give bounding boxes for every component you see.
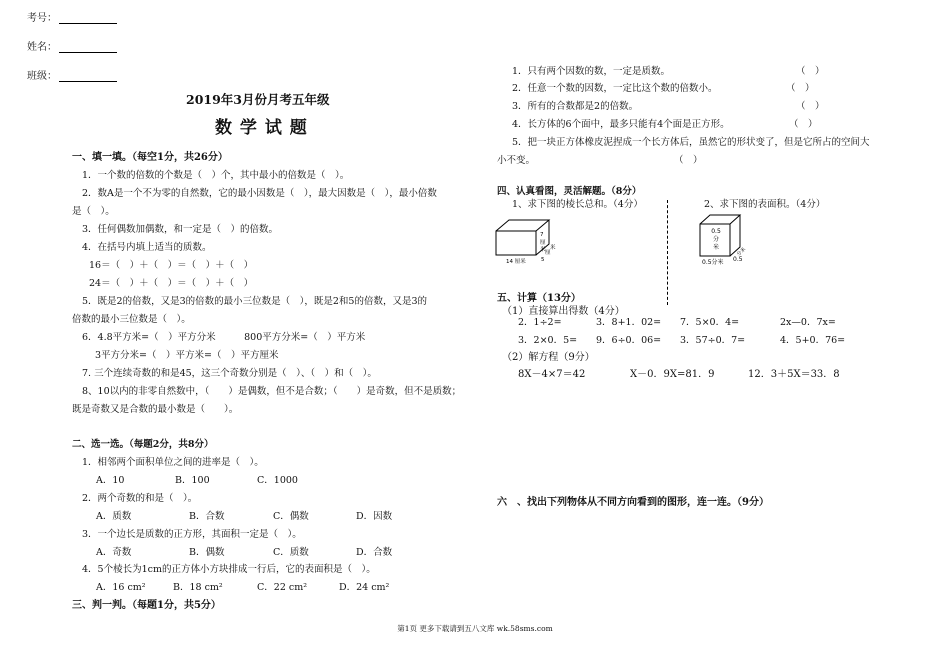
cube-unit-1: 分 — [712, 236, 720, 243]
calc-1-1: 2．1÷2= — [518, 317, 562, 328]
name-blank — [59, 42, 117, 53]
s1-line-14: 既是奇数又是合数的最小数是（ ）。 — [72, 404, 239, 415]
s1-line-8: 5．既是2的倍数，又是3的倍数的最小三位数是（ ），既是2和5的倍数，又是3的 — [82, 296, 428, 307]
section2-heading: 二、选一选。（每题2分，共8分） — [72, 439, 214, 450]
s1-line-12: 7. 三个连续奇数的和是45，这三个奇数分别是（ ）、（ ）和（ ）。 — [82, 368, 377, 379]
s2-q1-opt-c: C．1000 — [257, 475, 298, 486]
cuboid-width-label: 5 — [541, 257, 545, 263]
s5-sub2: （2）解方程（9分） — [502, 352, 595, 363]
section1-heading: 一、填一填。（每空1分，共26分） — [72, 152, 228, 163]
judge-line-3: 3．所有的合数都是2的倍数。 — [512, 101, 639, 112]
s2-q3-opt-d: D．合数 — [356, 547, 393, 558]
section6-heading: 六 、找出下列物体从不同方向看到的图形，连一连。（9分） — [497, 497, 769, 508]
s1-line-4: 3．任何偶数加偶数，和一定是（ ）的倍数。 — [82, 224, 279, 235]
s2-q2-opt-b: B．合数 — [189, 511, 225, 522]
judge-line-6: 小不变。 — [497, 155, 536, 166]
exam-number-label: 考号： — [27, 13, 57, 24]
s2-q4-opt-a: A．16 cm² — [96, 582, 146, 593]
calc-2-3: 3．57÷0．7= — [680, 335, 746, 346]
s2-q1-opt-b: B．100 — [175, 475, 210, 486]
s2-q2-opt-d: D．因数 — [356, 511, 393, 522]
s2-q4: 4．5个棱长为1cm的正方体小方块排成一行后，它的表面积是（ ）。 — [82, 564, 376, 575]
cube-side-label: 0.5 — [733, 256, 743, 263]
s2-q2-opt-c: C．偶数 — [273, 511, 309, 522]
cuboid-width-unit-2: 米 — [550, 245, 556, 251]
section4-heading: 四、认真看图，灵活解题。（8分） — [497, 186, 642, 197]
s2-q4-opt-d: D．24 cm² — [339, 582, 390, 593]
s1-line-1: 1．一个数的倍数的个数是（ ）个，其中最小的倍数是（ ）。 — [82, 170, 350, 181]
cube-side-unit: 分米 — [735, 246, 748, 258]
equation-2: X－0．9X=81．9 — [630, 369, 715, 380]
s2-q1-opt-a: A．10 — [96, 475, 125, 486]
section5-heading: 五、计算（13分） — [497, 293, 581, 304]
judge-line-5: 5．把一块正方体橡皮泥捏成一个长方体后，虽然它的形状变了，但是它所占的空间大 — [512, 137, 870, 148]
s1-line-2: 2．数A是一个不为零的自然数，它的最小因数是（ ），最大因数是（ ），最小倍数 — [82, 188, 437, 199]
class-label: 班级： — [27, 71, 57, 82]
exam-subtitle: 数 学 试 题 — [215, 118, 308, 138]
exam-title: 2019年3月份月考五年级 — [186, 92, 330, 107]
class-field — [27, 67, 117, 82]
s2-q3-opt-b: B．偶数 — [189, 547, 225, 558]
exam-number-field — [27, 9, 117, 24]
judge-line-1: 1．只有两个因数的数，一定是质数。 — [512, 66, 671, 77]
page-footer: 第1页 更多下载请到五八文库 wk.58sms.com — [397, 624, 553, 633]
calc-1-2: 3．8+1．02= — [596, 317, 662, 328]
judge-line-2: 2．任意一个数的因数，一定比这个数的倍数小。 — [512, 83, 718, 94]
equation-1: 8X－4×7＝42 — [518, 369, 586, 380]
s4-q2: 2、求下图的表面积。（4分） — [704, 199, 826, 210]
cube-bottom-label: 0.5分米 — [702, 259, 724, 266]
judge-paren-3: （ ） — [796, 101, 825, 112]
equation-3: 12．3＋5X＝33．8 — [748, 369, 840, 380]
calc-2-1: 3．2×0．5= — [518, 335, 578, 346]
s1-line-11: 3平方分米=（ ）平方米=（ ）平方厘米 — [95, 350, 279, 361]
s2-q1: 1．相邻两个面积单位之间的进率是（ ）。 — [82, 457, 264, 468]
judge-paren-5: （ ） — [674, 155, 703, 166]
cube-figure — [696, 210, 758, 268]
s2-q2-opt-a: A．质数 — [96, 511, 132, 522]
section3-heading: 三、判一判。（每题1分，共5分） — [72, 600, 221, 611]
s1-line-10: 6．4.8平方米=（ ）平方分米 800平方分米=（ ）平方米 — [82, 332, 366, 343]
judge-paren-1: （ ） — [796, 66, 825, 77]
judge-paren-4: （ ） — [789, 119, 818, 130]
calc-1-4: 2x—0．7x= — [780, 317, 836, 328]
s4-q1: 1、求下图的棱长总和。（4分） — [512, 199, 643, 210]
s1-line-9: 倍数的最小三位数是（ ）。 — [72, 314, 191, 325]
s1-line-6: 16＝（ ）＋（ ）＝（ ）＋（ ） — [89, 260, 254, 271]
cuboid-height-unit-2: 米 — [540, 247, 546, 253]
cuboid-width-unit-1: 厘 — [545, 250, 551, 256]
figure-divider — [667, 200, 668, 305]
cube-unit-2: 米 — [712, 244, 720, 251]
s2-q4-opt-c: C．22 cm² — [257, 582, 308, 593]
calc-1-3: 7．5×0．4= — [680, 317, 740, 328]
class-blank — [59, 71, 117, 82]
s2-q3-opt-a: A．奇数 — [96, 547, 132, 558]
judge-paren-2: （ ） — [786, 83, 815, 94]
cuboid-figure — [492, 215, 567, 267]
cube-top-label: 0.5 — [711, 228, 721, 235]
s1-line-5: 4．在括号内填上适当的质数。 — [82, 242, 212, 253]
s1-line-3: 是（ ）。 — [72, 206, 115, 217]
s2-q3-opt-c: C．质数 — [273, 547, 309, 558]
cuboid-height-unit-1: 厘 — [540, 240, 546, 246]
calc-2-4: 4．5+0．76= — [780, 335, 846, 346]
calc-2-2: 9．6÷0．06= — [596, 335, 662, 346]
s2-q2: 2．两个奇数的和是（ ）。 — [82, 493, 198, 504]
exam-number-blank — [59, 13, 117, 24]
name-field — [27, 38, 117, 53]
s2-q3: 3．一个边长是质数的正方形，其面积一定是（ ）。 — [82, 529, 302, 540]
cuboid-length-label: 14 厘米 — [506, 259, 526, 265]
s1-line-7: 24＝（ ）＋（ ）＝（ ）＋（ ） — [89, 278, 254, 289]
s2-q4-opt-b: B．18 cm² — [173, 582, 223, 593]
s5-sub1: （1）直接算出得数（4分） — [502, 306, 625, 317]
s1-line-13: 8、10以内的非零自然数中，（ ）是偶数，但不是合数；（ ）是奇数，但不是质数； — [82, 386, 462, 397]
judge-line-4: 4．长方体的6个面中，最多只能有4个面是正方形。 — [512, 119, 730, 130]
name-label: 姓名： — [27, 42, 57, 53]
cuboid-height-label: 7 — [540, 232, 544, 238]
